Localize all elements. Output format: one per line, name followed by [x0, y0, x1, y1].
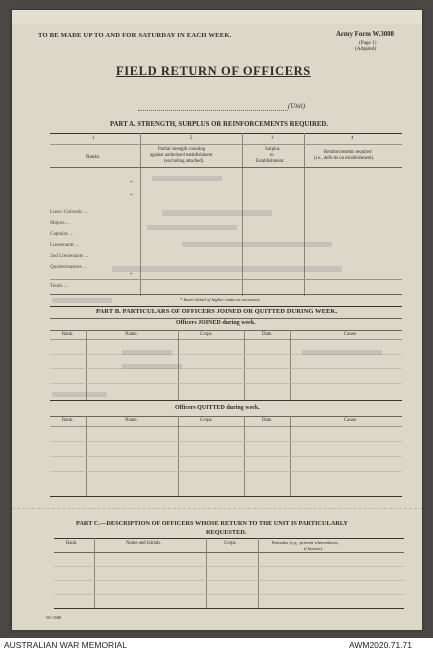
rule: [50, 456, 402, 457]
bleed-through-mark: [112, 266, 342, 272]
row-totals: Totals ...: [50, 283, 68, 289]
col-header-surplus-3: Establishment.: [256, 159, 285, 164]
rule: [50, 306, 402, 307]
joined-col-corps: Corps.: [200, 332, 213, 337]
rule: [50, 144, 402, 145]
footer-institution: AUSTRALIAN WAR MEMORIAL: [4, 640, 127, 650]
bleed-through-mark: [122, 364, 182, 369]
part-c-heading-line1: PART C.—DESCRIPTION OF OFFICERS WHOSE RETURN TO THE UNIT IS PARTICULARLY: [76, 520, 348, 527]
rule: [50, 294, 402, 295]
torn-top-strip: [12, 10, 422, 24]
col-number-2: 2: [190, 136, 193, 141]
quitted-col-corps: Corps.: [200, 418, 213, 423]
col-number-3: 3: [271, 136, 274, 141]
footer-accession-number: AWM2020.71.71: [349, 640, 412, 650]
rule: [50, 426, 402, 427]
print-code: Wt 5588: [46, 615, 62, 620]
form-sheet: [12, 10, 422, 630]
row-2nd-lieutenants: 2nd Lieutenants ...: [50, 253, 89, 259]
bleed-through-mark: [182, 242, 332, 247]
joined-title: Officers JOINED during week.: [176, 320, 256, 326]
bleed-through-mark: [152, 176, 222, 181]
part-c-col-rank: Rank.: [66, 541, 78, 546]
row-quartermasters: Quartermasters ...: [50, 264, 87, 270]
bleed-through-mark: [302, 350, 382, 355]
part-a-top-rule: [50, 133, 402, 134]
joined-col-name: Name.: [125, 332, 138, 337]
quitted-col-name: Name.: [125, 418, 138, 423]
part-c-col-remarks-2: if known).: [304, 546, 324, 551]
row-higher-3: *: [130, 272, 133, 278]
col-header-partial-3: (excluding attached).: [164, 159, 205, 164]
row-higher-1: *: [130, 180, 133, 186]
army-form-number: Army Form W.3008: [336, 31, 394, 38]
rule: [54, 594, 404, 595]
col-header-reinforce-2: (i.e., deficits on establishment).: [314, 156, 375, 161]
bleed-through-mark: [52, 392, 107, 397]
col-divider: [86, 330, 87, 400]
col-divider: [258, 538, 259, 608]
header-instruction: TO BE MADE UP TO AND FOR SATURDAY IN EACH WEEK.: [38, 32, 232, 39]
rule: [50, 318, 402, 319]
rule: [50, 167, 402, 168]
col-header-partial-1: Partial strength counting: [158, 147, 206, 152]
row-majors: Majors ...: [50, 220, 70, 226]
col-divider: [244, 330, 245, 400]
rule: [50, 330, 402, 331]
part-a-heading: PART A. STRENGTH, SURPLUS OR REINFORCEMENTS REQUIRED.: [110, 121, 328, 128]
unit-line: [138, 110, 288, 111]
part-c-col-corps: Corps.: [224, 541, 237, 546]
joined-col-cause: Cause.: [344, 332, 357, 337]
rule: [50, 416, 402, 417]
collection-footer: [0, 638, 433, 653]
part-b-heading: PART B. PARTICULARS OF OFFICERS JOINED OR QUITTED DURING WEEK.: [96, 308, 338, 315]
part-a-footnote: * Insert detail of higher ranks as necessary.: [180, 297, 261, 302]
row-higher-2: *: [130, 193, 133, 199]
part-c-col-remarks: Remarks (e.g., present whereabouts,: [272, 540, 339, 545]
col-divider: [290, 330, 291, 400]
quitted-col-cause: Cause.: [344, 418, 357, 423]
quitted-title: Officers QUITTED during week.: [175, 405, 260, 411]
col-header-partial-2: against authorised establishment: [150, 153, 213, 158]
form-title: FIELD RETURN OF OFFICERS: [116, 64, 311, 78]
rule: [50, 368, 402, 369]
col-header-ranks: Ranks.: [86, 154, 101, 160]
bleed-through-mark: [162, 210, 272, 216]
col-header-surplus-1: Surplus: [265, 147, 280, 152]
col-number-4: 4: [351, 136, 354, 141]
rule: [54, 538, 404, 539]
rule: [54, 552, 404, 553]
joined-col-date: Date.: [262, 332, 273, 337]
paper-fold: [12, 508, 422, 509]
quitted-col-rank: Rank.: [62, 418, 74, 423]
form-adapted: (Adapted): [355, 46, 377, 52]
bleed-through-mark: [122, 350, 172, 355]
rule: [54, 580, 404, 581]
col-divider: [94, 538, 95, 608]
unit-label: (Unit): [288, 102, 306, 110]
quitted-col-date: Date.: [262, 418, 273, 423]
part-c-heading-line2: REQUESTED.: [206, 529, 247, 536]
rule: [50, 383, 402, 384]
rule: [50, 339, 402, 340]
row-lieut-colonels: Lieut.-Colonels ...: [50, 209, 88, 215]
col-divider: [206, 538, 207, 608]
row-lieutenants: Lieutenants ...: [50, 242, 80, 248]
row-captains: Captains ...: [50, 231, 74, 237]
joined-col-rank: Rank.: [62, 332, 74, 337]
rule: [50, 496, 402, 497]
rule: [50, 400, 402, 401]
rule: [50, 279, 402, 280]
rule: [50, 441, 402, 442]
rule: [50, 471, 402, 472]
form-page: (Page 1): [359, 40, 377, 46]
col-header-reinforce-1: Reinforcements required: [324, 150, 372, 155]
rule: [54, 608, 404, 609]
part-c-col-name: Name and Initials.: [126, 541, 162, 546]
col-number-1: 1: [92, 136, 95, 141]
bleed-through-mark: [52, 298, 112, 303]
rule: [54, 566, 404, 567]
col-header-surplus-2: to: [270, 153, 274, 158]
bleed-through-mark: [147, 225, 237, 230]
